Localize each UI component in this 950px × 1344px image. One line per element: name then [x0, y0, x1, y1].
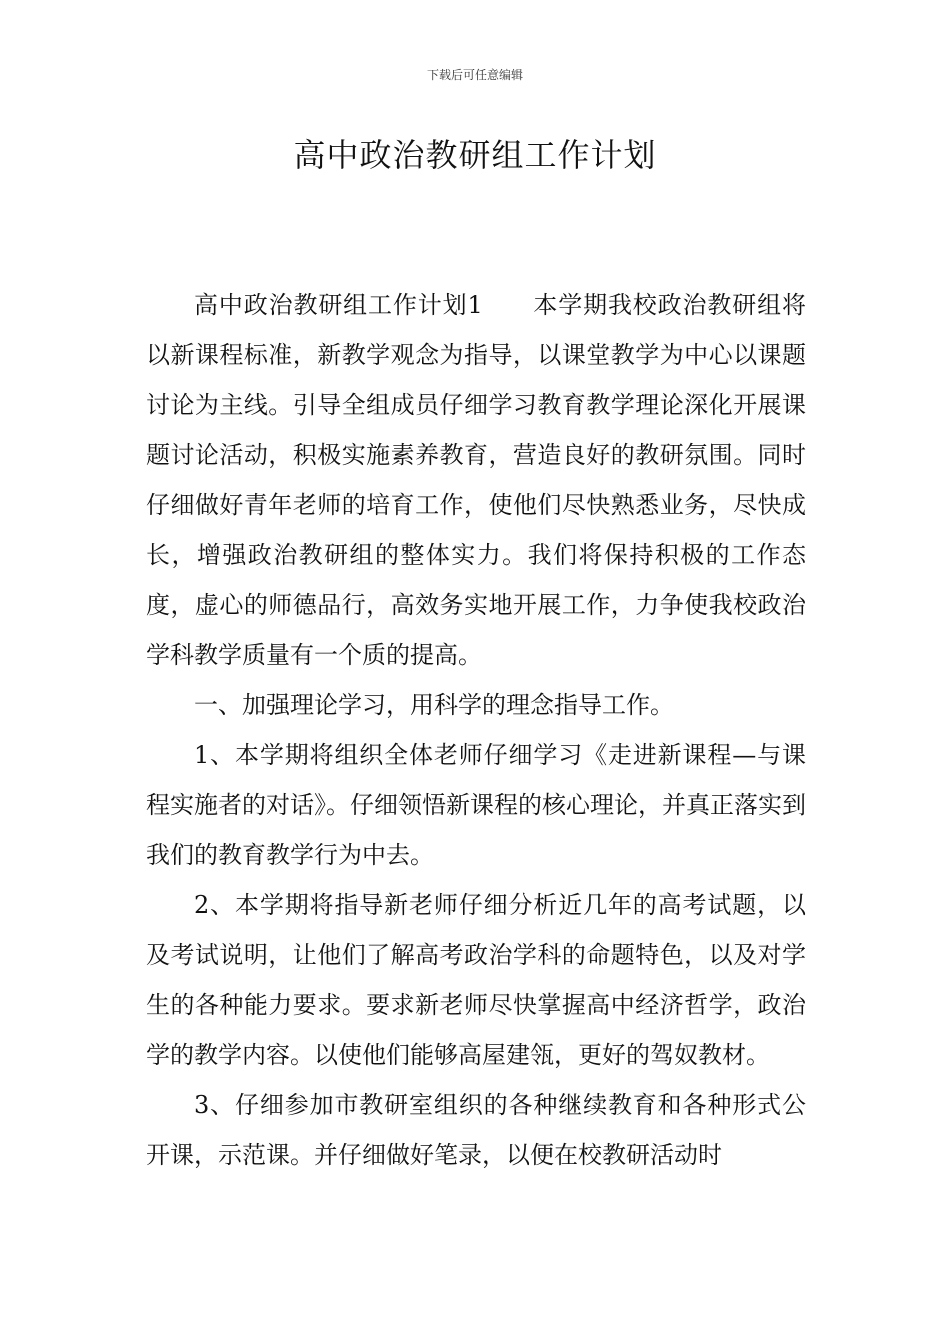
paragraph-item-1: 1、本学期将组织全体老师仔细学习《走进新课程—与课程实施者的对话》。仔细领悟新课程的核心理论，并真正落实到我们的教育教学行为中去。 — [146, 741, 806, 869]
paragraph-item-3: 3、仔细参加市教研室组织的各种继续教育和各种形式公开课，示范课。并仔细做好笔录，以便在校教研活动时 — [146, 1091, 806, 1169]
document-title: 高中政治教研组工作计划 — [293, 136, 657, 174]
paragraph-intro: 高中政治教研组工作计划1 本学期我校政治教研组将以新课程标准，新教学观念为指导，以课堂教学为中心以课题讨论为主线。引导全组成员仔细学习教育教学理论深化开展课题讨论活动，积极实施素养教育，营造良好的教研氛围。同时仔细做好青年老师的培育工作，使他们尽快熟悉业务，尽快成长，增强政治教研组的整体实力。我们将保持积极的工作态度，虚心的师德品行，高效务实地开展工作，力争使我校政治学科教学质量有一个质的提高。 — [146, 291, 806, 669]
header-note: 下载后可任意编辑 — [426, 68, 523, 82]
paragraph-item-2: 2、本学期将指导新老师仔细分析近几年的高考试题，以及考试说明，让他们了解高考政治学科的命题特色，以及对学生的各种能力要求。要求新老师尽快掌握高中经济哲学，政治学的教学内容。以使他们能够高屋建瓴，更好的驾奴教材。 — [146, 891, 806, 1069]
document-body — [146, 280, 806, 1180]
paragraph-section-heading: 一、加强理论学习，用科学的理念指导工作。 — [194, 691, 674, 719]
